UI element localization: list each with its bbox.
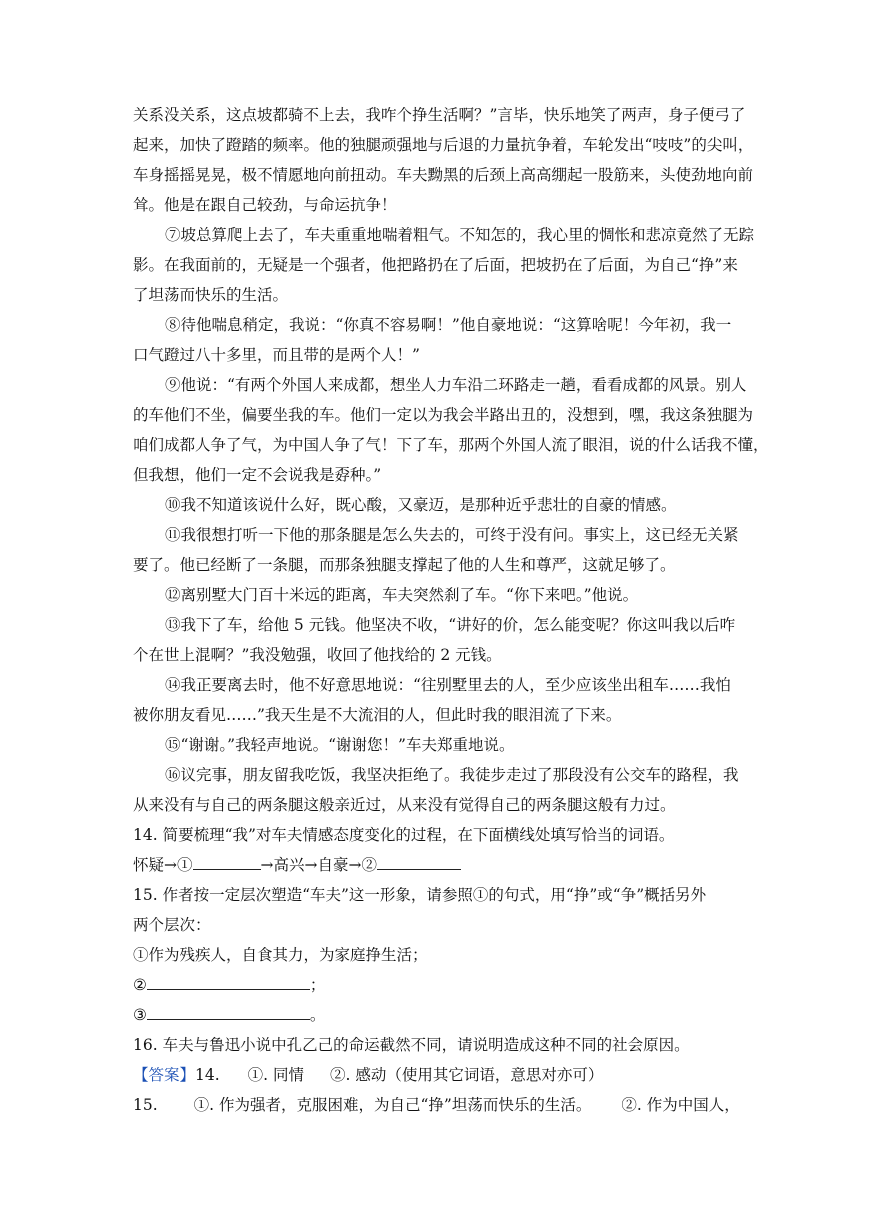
passage-line: 的车他们不坐，偏要坐我的车。他们一定以为我会半路出丑的，没想到，嘿，我这条独腿为 — [133, 406, 754, 424]
answer-tag: 【答案】 — [133, 1066, 196, 1084]
passage-line: 个在世上混啊？”我没勉强，收回了他找给的 2 元钱。 — [133, 646, 502, 664]
answer-blank-2[interactable] — [377, 855, 461, 870]
chain-middle: →高兴→自豪→② — [260, 856, 377, 874]
question-15-cont: 两个层次： — [133, 916, 211, 934]
paragraph-12: ⑫离别墅大门百十米远的距离，车夫突然刹了车。“你下来吧。”他说。 — [165, 586, 639, 604]
paragraph-8: ⑧待他喘息稍定，我说：“你真不容易啊！”他自豪地说：“这算啥呢！今年初，我一 — [165, 316, 732, 334]
paragraph-9: ⑨他说：“有两个外国人来成都，想坐人力车沿二环路走一趟，看看成都的风景。别人 — [165, 376, 747, 394]
answer-15-item-2: ②. 作为中国人， — [621, 1096, 740, 1114]
question-14: 14. 简要梳理“我”对车夫情感态度变化的过程，在下面横线处填写恰当的词语。 — [133, 826, 675, 844]
paragraph-16: ⑯议完事，朋友留我吃饭，我坚决拒绝了。我徒步走过了那段没有公交车的路程，我 — [165, 766, 739, 784]
passage-line: 耸。他是在跟自己较劲，与命运抗争！ — [133, 196, 397, 214]
answer-15 — [133, 1095, 738, 1115]
passage-line: 被你朋友看见……”我天生是不大流泪的人，但此时我的眼泪流了下来。 — [133, 706, 622, 724]
question-15-blank-2 — [133, 975, 738, 995]
passage-line: 车身摇摇晃晃，极不情愿地向前扭动。车夫黝黑的后颈上高高绷起一股筋来，头使劲地向前 — [133, 166, 754, 184]
paragraph-7: ⑦坡总算爬上去了，车夫重重地喘着粗气。不知怎的，我心里的惆怅和悲凉竟然了无踪 — [165, 226, 755, 244]
passage-line: 影。在我面前的，无疑是一个强者，他把路扔在了后面，把坡扔在了后面，为自己“挣”来 — [133, 256, 738, 274]
answer-blank-1[interactable] — [193, 855, 261, 870]
paragraph-13: ⑬我下了车，给他 5 元钱。他坚决不收，“讲好的价，怎么能变呢？你这叫我以后咋 — [165, 616, 736, 634]
answer-14-num: 14. — [195, 1066, 220, 1084]
question-15-blank-3 — [133, 1005, 738, 1025]
answer-15-num: 15. — [133, 1096, 158, 1114]
paragraph-14: ⑭我正要离去时，他不好意思地说：“往别墅里去的人，至少应该坐出租车……我怕 — [165, 676, 731, 694]
paragraph-10: ⑩我不知道该说什么好，既心酸，又豪迈，是那种近乎悲壮的自豪的情感。 — [165, 496, 677, 514]
passage-line: 咱们成都人争了气，为中国人争了气！下了车，那两个外国人流了眼泪，说的什么话我不懂， — [133, 436, 769, 454]
blank-3-prefix: ③ — [133, 1006, 147, 1024]
answer-15-item-1: ①. 作为强者，克服困难，为自己“挣”坦荡而快乐的生活。 — [193, 1096, 592, 1114]
blank-3-suffix: 。 — [309, 1006, 326, 1024]
question-15-example: ①作为残疾人，自食其力，为家庭挣生活； — [133, 946, 428, 964]
chain-start: 怀疑→① — [133, 856, 193, 874]
passage-line: 但我想，他们一定不会说我是孬种。” — [133, 466, 382, 484]
passage-line: 口气蹬过八十多里，而且带的是两个人！” — [133, 346, 420, 364]
question-16: 16. 车夫与鲁迅小说中孔乙己的命运截然不同，请说明造成这种不同的社会原因。 — [133, 1036, 690, 1054]
blank-2-suffix: ； — [309, 976, 326, 994]
passage-line: 要了。他已经断了一条腿，而那条独腿支撑起了他的人生和尊严，这就足够了。 — [133, 556, 676, 574]
paragraph-11: ⑪我很想打听一下他的那条腿是怎么失去的，可终于没有问。事实上，这已经无关紧 — [165, 526, 739, 544]
answer-blank-4[interactable] — [147, 1005, 310, 1020]
answer-14 — [133, 1065, 738, 1085]
passage-line: 关系没关系，这点坡都骑不上去，我咋个挣生活啊？”言毕，快乐地笑了两声，身子便弓了 — [133, 106, 746, 124]
question-14-chain — [133, 855, 738, 875]
answer-14-item-1: ①. 同情 — [247, 1066, 305, 1084]
passage-line: 从来没有与自己的两条腿这般亲近过，从来没有觉得自己的两条腿这般有力过。 — [133, 796, 676, 814]
answer-14-item-2: ②. 感动（使用其它词语，意思对亦可） — [330, 1066, 604, 1084]
answer-blank-3[interactable] — [147, 975, 310, 990]
question-15: 15. 作者按一定层次塑造“车夫”这一形象，请参照①的句式，用“挣”或“争”概括另外 — [133, 886, 707, 904]
paragraph-15: ⑮“谢谢。”我轻声地说。“谢谢您！”车夫郑重地说。 — [165, 736, 515, 754]
passage-line: 起来，加快了蹬踏的频率。他的独腿顽强地与后退的力量抗争着，车轮发出“吱吱”的尖叫， — [133, 136, 754, 154]
passage-line: 了坦荡而快乐的生活。 — [133, 286, 289, 304]
blank-2-prefix: ② — [133, 976, 147, 994]
